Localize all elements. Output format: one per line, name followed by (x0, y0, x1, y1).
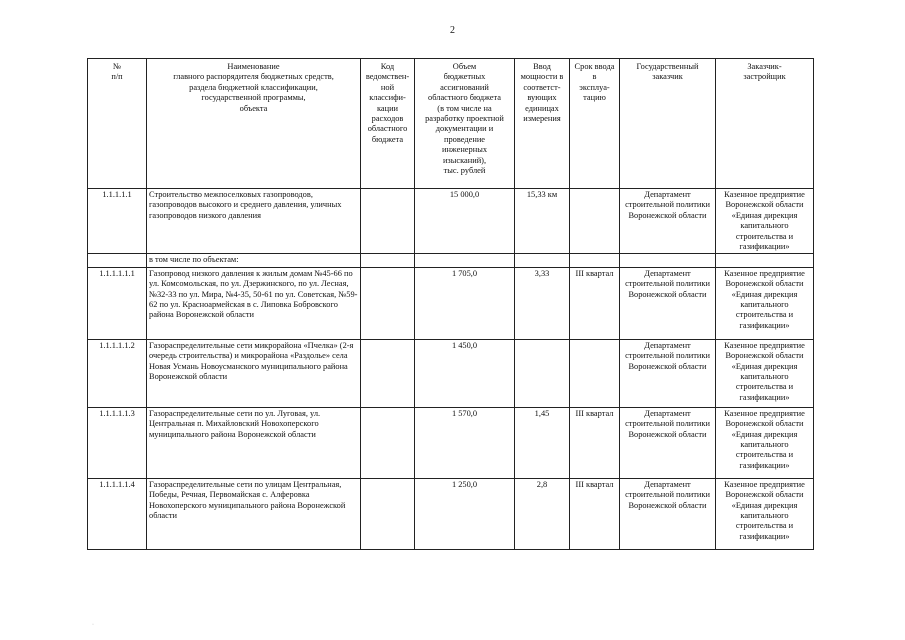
table-row-main (88, 189, 814, 254)
cell-volume: 1 250,0 (415, 478, 515, 549)
cell-volume: 1 450,0 (415, 339, 515, 407)
capital-investment-table (87, 58, 814, 550)
cell-capacity: 1,45 (515, 407, 570, 478)
cell-developer: Казенное предприятие Воронежской области «Единая дирекция капитального строительства и газификации» (716, 339, 814, 407)
header-num: № п/п (88, 59, 147, 189)
header-capacity: Ввод мощности в соответст- вующих единицах измерения (515, 59, 570, 189)
cell-term: III квартал (570, 407, 620, 478)
cell-num: 1.1.1.1.1.4 (88, 478, 147, 549)
cell-customer: Департамент строительной политики Воронежской области (620, 339, 716, 407)
cell-customer: Департамент строительной политики Воронежской области (620, 189, 716, 254)
footer-mark: · (92, 622, 94, 628)
cell-volume: 1 570,0 (415, 407, 515, 478)
cell-term (570, 254, 620, 267)
header-code: Код ведомствен- ной классифи- кации расходов областного бюджета (361, 59, 415, 189)
cell-customer (620, 254, 716, 267)
cell-capacity: 15,33 км (515, 189, 570, 254)
cell-code (361, 339, 415, 407)
cell-developer: Казенное предприятие Воронежской области «Единая дирекция капитального строительства и газификации» (716, 267, 814, 339)
cell-code (361, 407, 415, 478)
cell-developer: Казенное предприятие Воронежской области «Единая дирекция капитального строительства и газификации» (716, 478, 814, 549)
table-row (88, 267, 814, 339)
table-header-row (88, 59, 814, 189)
cell-term (570, 339, 620, 407)
table-row (88, 407, 814, 478)
cell-num: 1.1.1.1.1.3 (88, 407, 147, 478)
cell-num: 1.1.1.1.1 (88, 189, 147, 254)
cell-name: Газораспределительные сети по ул. Луговая, ул. Центральная п. Михайловский Новохоперского муниципального района Воронежской области (147, 407, 361, 478)
cell-code (361, 267, 415, 339)
header-name: Наименование главного распорядителя бюджетных средств, раздела бюджетной классификации, государственной программы, объекта (147, 59, 361, 189)
page-number: 2 (450, 25, 455, 36)
cell-capacity (515, 339, 570, 407)
cell-name: Газораспределительные сети микрорайона «Пчелка» (2-я очередь строительства) и микрорайона «Раздолье» села Новая Усмань Новоусманского муниципального района Воронежской области (147, 339, 361, 407)
cell-capacity: 3,33 (515, 267, 570, 339)
cell-num: 1.1.1.1.1.1 (88, 267, 147, 339)
cell-volume: 1 705,0 (415, 267, 515, 339)
table-row (88, 478, 814, 549)
cell-subheader: в том числе по объектам: (147, 254, 361, 267)
cell-customer: Департамент строительной политики Воронежской области (620, 267, 716, 339)
header-customer: Государственный заказчик (620, 59, 716, 189)
cell-capacity: 2,8 (515, 478, 570, 549)
cell-name: Газопровод низкого давления к жилым домам №45-66 по ул. Комсомольская, по ул. Дзержинского, по ул. Лесная, №32-33 по ул. Мира, №4-35, 50-61 по ул. Советская, №59-62 по ул. Красноармейская в с. Липовка Бобровского района Воронежской области (147, 267, 361, 339)
cell-code (361, 189, 415, 254)
cell-num: 1.1.1.1.1.2 (88, 339, 147, 407)
cell-customer: Департамент строительной политики Воронежской области (620, 478, 716, 549)
cell-term: III квартал (570, 267, 620, 339)
cell-name: Газораспределительные сети по улицам Центральная, Победы, Речная, Первомайская с. Алферовка Новохоперского муниципального района Воронежской области (147, 478, 361, 549)
cell-name: Строительство межпоселковых газопроводов, газопроводов высокого и среднего давления, уличных газопроводов низкого давления (147, 189, 361, 254)
cell-code (361, 254, 415, 267)
header-term: Срок ввода в эксплуа- тацию (570, 59, 620, 189)
cell-num (88, 254, 147, 267)
cell-developer (716, 254, 814, 267)
header-volume: Объем бюджетных ассигнований областного бюджета (в том числе на разработку проектной документации и проведение инженерных изысканий), тыс. рублей (415, 59, 515, 189)
cell-term: III квартал (570, 478, 620, 549)
table-subheader-row (88, 254, 814, 267)
table-row (88, 339, 814, 407)
cell-developer: Казенное предприятие Воронежской области «Единая дирекция капитального строительства и газификации» (716, 189, 814, 254)
cell-volume (415, 254, 515, 267)
cell-capacity (515, 254, 570, 267)
cell-developer: Казенное предприятие Воронежской области «Единая дирекция капитального строительства и газификации» (716, 407, 814, 478)
cell-code (361, 478, 415, 549)
cell-term (570, 189, 620, 254)
cell-customer: Департамент строительной политики Воронежской области (620, 407, 716, 478)
cell-volume: 15 000,0 (415, 189, 515, 254)
header-developer: Заказчик- застройщик (716, 59, 814, 189)
